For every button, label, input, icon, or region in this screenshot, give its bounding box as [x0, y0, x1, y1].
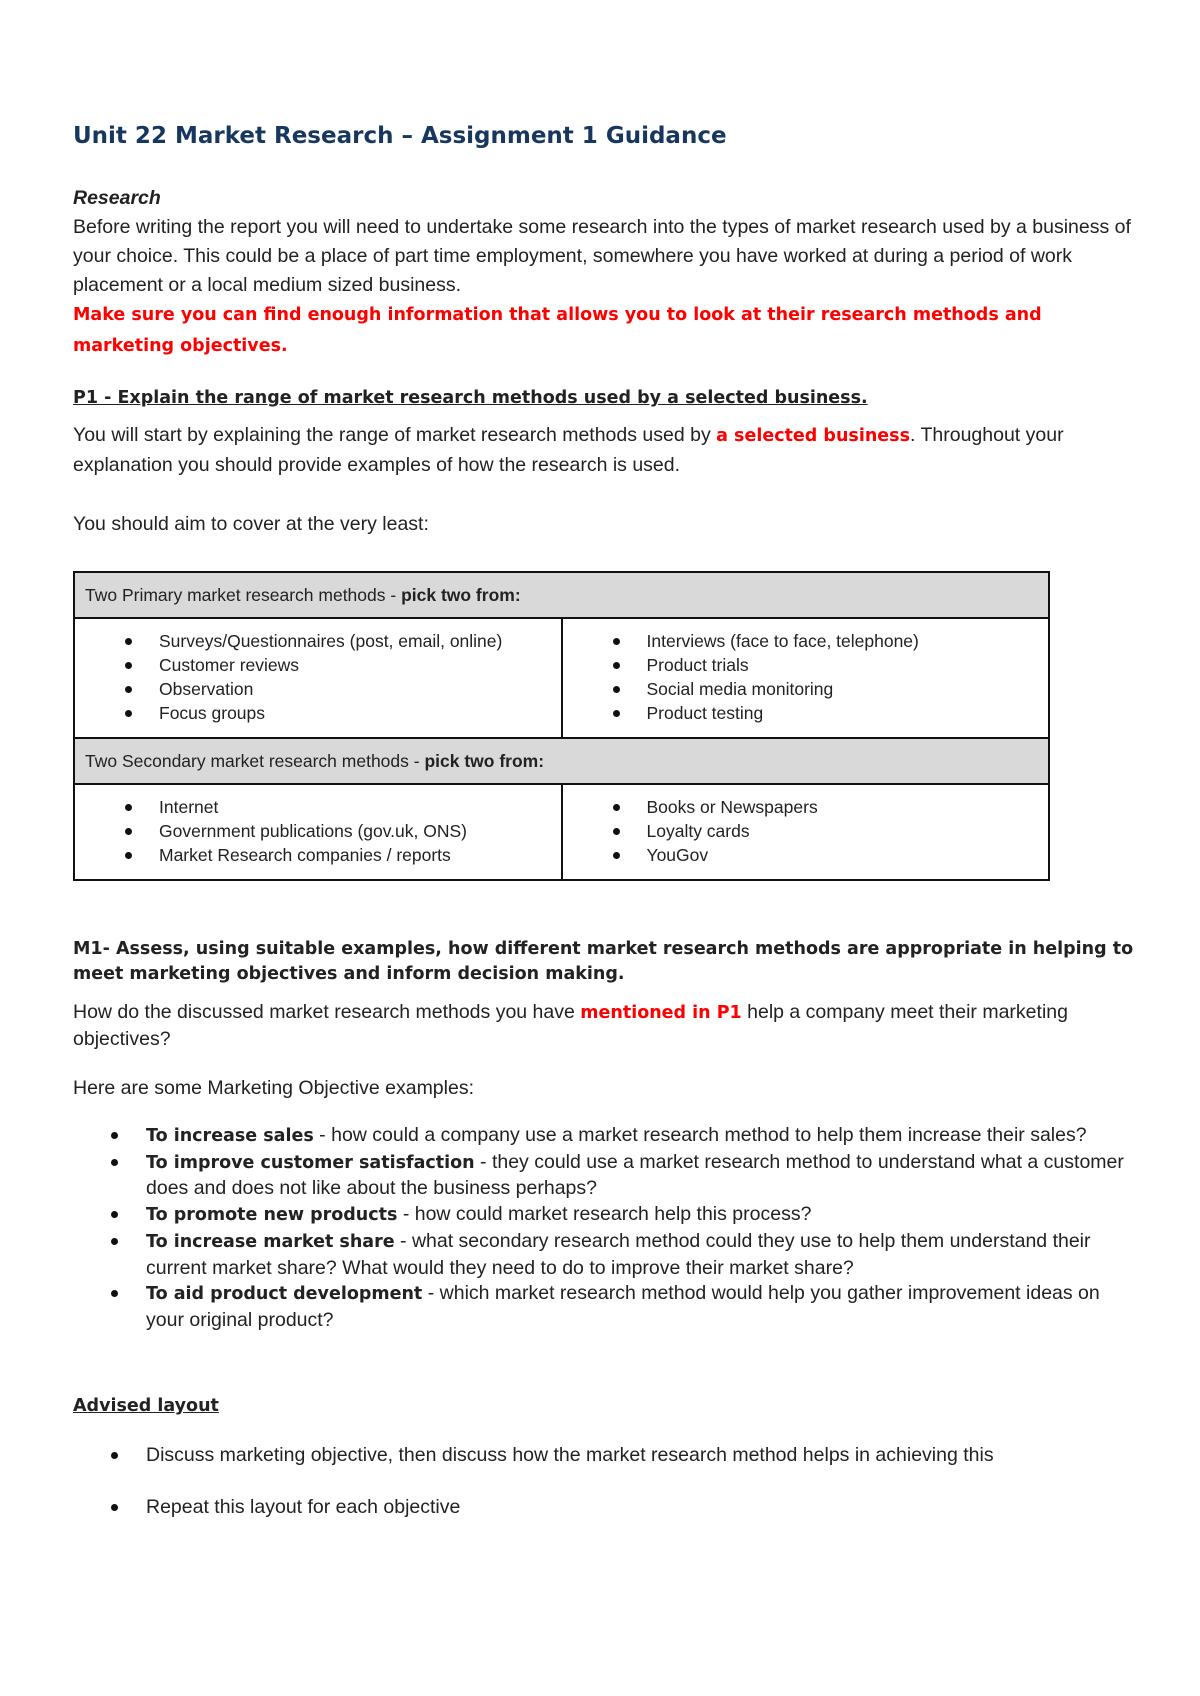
method-item: Focus groups	[75, 701, 561, 725]
research-heading: Research	[73, 187, 161, 209]
objective-item	[73, 1229, 1143, 1281]
research-section	[73, 184, 1143, 362]
objective-item	[73, 1123, 1143, 1150]
objectives-list	[73, 1123, 1143, 1334]
method-item: Observation	[75, 677, 561, 701]
objective-text: - they could use a market research method to understand what a customer does and does not like about the business perhaps?	[146, 1150, 1124, 1200]
objective-text: - what secondary research method could they use to help them understand their current market share? What would they need to do to improve their market share?	[146, 1229, 1091, 1279]
p1-aim: You should aim to cover at the very least:	[73, 513, 429, 535]
layout-heading: Advised layout	[73, 1396, 219, 1416]
method-item: Market Research companies / reports	[75, 843, 561, 867]
primary-header	[74, 572, 1049, 618]
m1-examples-intro: Here are some Marketing Objective examples:	[73, 1077, 474, 1099]
primary-right	[562, 618, 1050, 738]
method-item: Books or Newspapers	[563, 795, 1049, 819]
m1-heading: M1- Assess, using suitable examples, how different market research methods are appropriate in helping to meet marketing objectives and inform decision making.	[73, 939, 1134, 984]
research-paragraph: Before writing the report you will need to undertake some research into the types of market research used by a business of your choice. This could be a place of part time employment, somewhere you have worked at during a period of work placement or a local medium sized business.	[73, 216, 1131, 296]
layout-section	[73, 1392, 1143, 1520]
secondary-right	[562, 784, 1050, 880]
objective-title: To increase sales	[146, 1126, 314, 1146]
p1-highlight: a selected business	[716, 426, 910, 446]
objective-title: To aid product development	[146, 1284, 423, 1305]
layout-list	[73, 1443, 1143, 1520]
method-item: Product trials	[563, 653, 1049, 677]
p1-paragraph	[73, 421, 1143, 480]
objective-item	[73, 1150, 1143, 1202]
objective-text: - which market research method would help you gather improvement ideas on your original product?	[146, 1282, 1100, 1331]
objective-title: To promote new products	[146, 1205, 398, 1226]
objective-title: To improve customer satisfaction	[146, 1152, 475, 1173]
method-item: Customer reviews	[75, 653, 561, 677]
method-item: Surveys/Questionnaires (post, email, online)	[75, 629, 561, 653]
objective-item	[73, 1202, 1143, 1229]
objective-item	[73, 1281, 1143, 1333]
primary-left	[74, 618, 562, 738]
layout-item: Repeat this layout for each objective	[73, 1495, 1143, 1521]
secondary-header	[74, 738, 1049, 784]
m1-q-end: help a company meet their marketing objectives?	[73, 1001, 1068, 1050]
method-item: Interviews (face to face, telephone)	[563, 629, 1049, 653]
objective-text: - how could a company use a market research method to help them increase their sales?	[313, 1124, 1087, 1146]
research-warning: Make sure you can find enough information that allows you to look at their research methods and marketing objectives.	[73, 305, 1042, 356]
primary-label-bold: pick two from:	[401, 584, 521, 605]
p1-text-end: . Throughout your explanation you should provide examples of how the research is used.	[73, 424, 1064, 476]
m1-section	[73, 937, 1143, 1334]
objective-text: - how could market research help this process?	[397, 1203, 812, 1226]
method-item: Government publications (gov.uk, ONS)	[75, 819, 561, 843]
method-item: Product testing	[563, 701, 1049, 725]
p1-heading: P1 - Explain the range of market research methods used by a selected business.	[73, 388, 868, 408]
method-item: Social media monitoring	[563, 677, 1049, 701]
research-methods-table	[73, 571, 1050, 881]
page-title: Unit 22 Market Research – Assignment 1 Guidance	[73, 123, 727, 149]
m1-question	[73, 999, 1143, 1052]
layout-item: Discuss marketing objective, then discuss how the market research method helps in achieving this	[73, 1443, 1143, 1469]
secondary-left	[74, 784, 562, 880]
secondary-label: Two Secondary market research methods -	[85, 750, 425, 771]
method-item: Internet	[75, 795, 561, 819]
method-item: YouGov	[563, 843, 1049, 867]
primary-label: Two Primary market research methods -	[85, 584, 402, 605]
p1-text: You will start by explaining the range of market research methods used by	[73, 424, 717, 446]
objective-title: To increase market share	[146, 1231, 395, 1252]
m1-q-text: How do the discussed market research methods you have	[73, 1001, 581, 1023]
secondary-label-bold: pick two from:	[424, 750, 545, 771]
p1-section	[73, 384, 1143, 539]
m1-q-highlight: mentioned in P1	[580, 1003, 742, 1023]
method-item: Loyalty cards	[563, 819, 1049, 843]
